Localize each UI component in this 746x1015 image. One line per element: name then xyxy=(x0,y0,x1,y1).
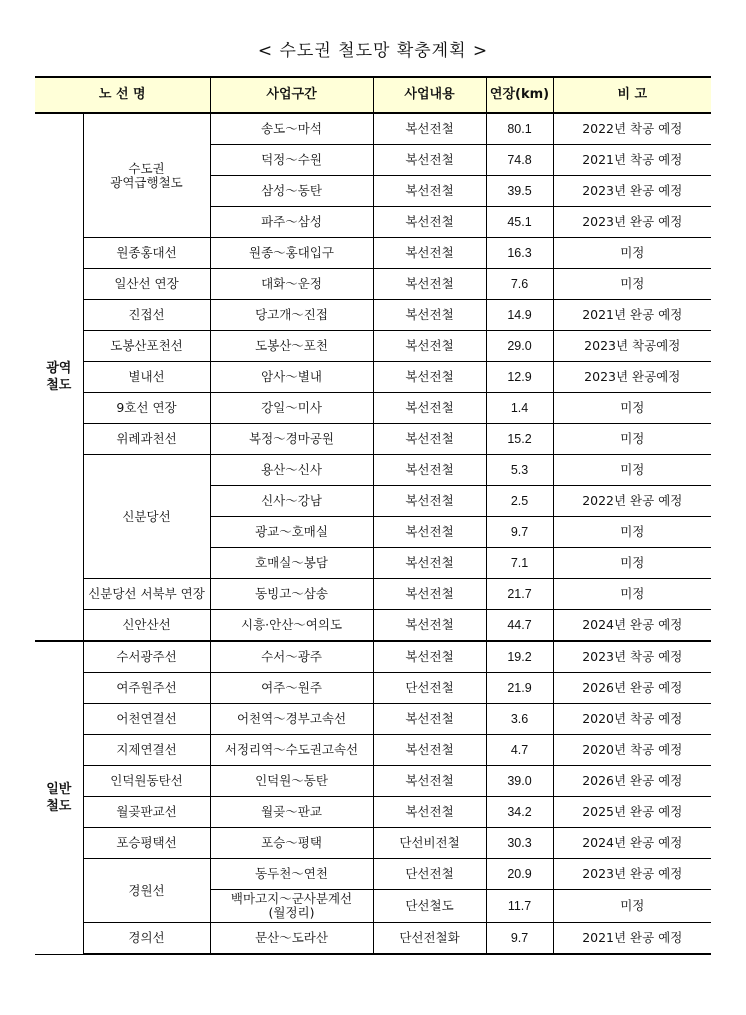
cell-length: 12.9 xyxy=(486,362,553,393)
cell-content: 단선전철화 xyxy=(373,923,486,955)
cell-content: 복선전철 xyxy=(373,735,486,766)
cell-length: 1.4 xyxy=(486,393,553,424)
table-row xyxy=(35,797,711,828)
cell-note: 2021년 완공 예정 xyxy=(553,923,711,955)
cell-content: 복선전철 xyxy=(373,300,486,331)
table-row xyxy=(35,362,711,393)
cell-content: 복선전철 xyxy=(373,704,486,735)
cell-section: 삼성～동탄 xyxy=(210,176,373,207)
cell-note: 2025년 완공 예정 xyxy=(553,797,711,828)
route-wonjong: 원종홍대선 xyxy=(83,238,210,269)
route-gtx-line2: 광역급행철도 xyxy=(110,174,183,190)
cell-length: 34.2 xyxy=(486,797,553,828)
cell-section xyxy=(210,890,373,923)
cell-length: 29.0 xyxy=(486,331,553,362)
cell-length: 9.7 xyxy=(486,517,553,548)
route-jije: 지제연결선 xyxy=(83,735,210,766)
table-row xyxy=(35,113,711,145)
route-sinbundang: 신분당선 xyxy=(83,455,210,579)
cell-section: 복정～경마공원 xyxy=(210,424,373,455)
cell-content: 복선전철 xyxy=(373,766,486,797)
cell-content: 복선전철 xyxy=(373,641,486,673)
cell-length: 45.1 xyxy=(486,207,553,238)
cell-note: 미정 xyxy=(553,579,711,610)
cell-section: 원종～홍대입구 xyxy=(210,238,373,269)
route-wirye: 위례과천선 xyxy=(83,424,210,455)
table-row xyxy=(35,238,711,269)
cell-note: 2020년 착공 예정 xyxy=(553,704,711,735)
cell-note: 2023년 착공예정 xyxy=(553,331,711,362)
cell-section: 수서～광주 xyxy=(210,641,373,673)
cell-content: 복선전철 xyxy=(373,424,486,455)
cell-note: 미정 xyxy=(553,424,711,455)
cell-content: 복선전철 xyxy=(373,579,486,610)
cell-content: 복선전철 xyxy=(373,207,486,238)
cell-length: 4.7 xyxy=(486,735,553,766)
route-eocheon: 어천연결선 xyxy=(83,704,210,735)
table-row xyxy=(35,704,711,735)
cell-section: 포승～평택 xyxy=(210,828,373,859)
cell-length: 3.6 xyxy=(486,704,553,735)
cell-note: 2023년 완공 예정 xyxy=(553,207,711,238)
table-row xyxy=(35,923,711,955)
cell-content: 복선전철 xyxy=(373,238,486,269)
cell-section: 서정리역～수도권고속선 xyxy=(210,735,373,766)
group-wide-line2: 철도 xyxy=(46,378,72,393)
cell-content: 복선전철 xyxy=(373,797,486,828)
cell-note: 2023년 착공 예정 xyxy=(553,641,711,673)
cell-length: 44.7 xyxy=(486,610,553,642)
cell-note: 2024년 완공 예정 xyxy=(553,828,711,859)
table-row xyxy=(35,766,711,797)
route-sinansan: 신안산선 xyxy=(83,610,210,642)
cell-note: 2023년 완공 예정 xyxy=(553,859,711,890)
cell-content: 복선전철 xyxy=(373,113,486,145)
table-row xyxy=(35,424,711,455)
cell-section: 동두천～연천 xyxy=(210,859,373,890)
cell-length: 20.9 xyxy=(486,859,553,890)
cell-note: 미정 xyxy=(553,548,711,579)
cell-length: 2.5 xyxy=(486,486,553,517)
cell-content: 복선전철 xyxy=(373,176,486,207)
cell-note: 미정 xyxy=(553,455,711,486)
cell-length: 11.7 xyxy=(486,890,553,923)
table-row xyxy=(35,735,711,766)
cell-length: 15.2 xyxy=(486,424,553,455)
group-wide-line1: 광역 xyxy=(46,361,72,376)
table-row xyxy=(35,455,711,486)
route-gtx xyxy=(83,113,210,238)
header-note: 비 고 xyxy=(553,77,711,113)
cell-note: 2023년 완공 예정 xyxy=(553,176,711,207)
cell-content: 단선전철 xyxy=(373,673,486,704)
cell-content: 단선철도 xyxy=(373,890,486,923)
cell-length: 16.3 xyxy=(486,238,553,269)
route-gtx-line1: 수도권 xyxy=(128,160,165,176)
cell-length: 19.2 xyxy=(486,641,553,673)
table-row xyxy=(35,300,711,331)
cell-note: 2026년 완공 예정 xyxy=(553,673,711,704)
table-row xyxy=(35,673,711,704)
table-row xyxy=(35,269,711,300)
cell-section: 덕정～수원 xyxy=(210,145,373,176)
cell-content: 단선전철 xyxy=(373,859,486,890)
cell-content: 복선전철 xyxy=(373,362,486,393)
cell-note: 2021년 착공 예정 xyxy=(553,145,711,176)
table-row xyxy=(35,579,711,610)
cell-note: 2022년 착공 예정 xyxy=(553,113,711,145)
header-content: 사업내용 xyxy=(373,77,486,113)
cell-section: 여주～원주 xyxy=(210,673,373,704)
cell-content: 복선전철 xyxy=(373,331,486,362)
cell-section-line2: (월정리) xyxy=(268,905,315,920)
cell-section: 월곶～판교 xyxy=(210,797,373,828)
cell-section: 호매실～봉담 xyxy=(210,548,373,579)
cell-note: 2023년 완공예정 xyxy=(553,362,711,393)
cell-content: 단선비전철 xyxy=(373,828,486,859)
header-route: 노 선 명 xyxy=(35,77,210,113)
cell-length: 7.6 xyxy=(486,269,553,300)
cell-length: 39.5 xyxy=(486,176,553,207)
cell-section: 파주～삼성 xyxy=(210,207,373,238)
cell-section: 암사～별내 xyxy=(210,362,373,393)
cell-length: 5.3 xyxy=(486,455,553,486)
route-byeollae: 별내선 xyxy=(83,362,210,393)
route-line9: 9호선 연장 xyxy=(83,393,210,424)
route-gyeongwon: 경원선 xyxy=(83,859,210,923)
route-yeoju: 여주원주선 xyxy=(83,673,210,704)
cell-length: 30.3 xyxy=(486,828,553,859)
cell-length: 74.8 xyxy=(486,145,553,176)
header-length: 연장(km) xyxy=(486,77,553,113)
cell-note: 2026년 완공 예정 xyxy=(553,766,711,797)
document-title: < 수도권 철도망 확충계획 > xyxy=(257,41,489,61)
group-general-line1: 일반 xyxy=(46,781,72,797)
cell-content: 복선전철 xyxy=(373,548,486,579)
route-gyeongui: 경의선 xyxy=(83,923,210,955)
cell-content: 복선전철 xyxy=(373,269,486,300)
cell-section: 강일～미사 xyxy=(210,393,373,424)
cell-section: 용산～신사 xyxy=(210,455,373,486)
cell-length: 39.0 xyxy=(486,766,553,797)
cell-length: 9.7 xyxy=(486,923,553,955)
group-general-rail xyxy=(35,641,83,954)
route-sinbundang-nw: 신분당선 서북부 연장 xyxy=(83,579,210,610)
cell-note: 미정 xyxy=(553,238,711,269)
cell-note: 2021년 완공 예정 xyxy=(553,300,711,331)
route-suseo: 수서광주선 xyxy=(83,641,210,673)
cell-content: 복선전철 xyxy=(373,517,486,548)
cell-section: 신사～강남 xyxy=(210,486,373,517)
cell-length: 80.1 xyxy=(486,113,553,145)
route-jinjeop: 진접선 xyxy=(83,300,210,331)
cell-section: 인덕원～동탄 xyxy=(210,766,373,797)
cell-content: 복선전철 xyxy=(373,486,486,517)
route-indeok: 인덕원동탄선 xyxy=(83,766,210,797)
cell-content: 복선전철 xyxy=(373,455,486,486)
railway-plan-table xyxy=(35,76,711,955)
cell-note: 미정 xyxy=(553,517,711,548)
cell-section: 시흥·안산～여의도 xyxy=(210,610,373,642)
cell-note: 2020년 착공 예정 xyxy=(553,735,711,766)
cell-section: 송도～마석 xyxy=(210,113,373,145)
header-section: 사업구간 xyxy=(210,77,373,113)
cell-length: 21.9 xyxy=(486,673,553,704)
table-row xyxy=(35,331,711,362)
table-body xyxy=(35,113,711,954)
cell-content: 복선전철 xyxy=(373,145,486,176)
table-header-row xyxy=(35,77,711,113)
cell-section: 대화～운정 xyxy=(210,269,373,300)
table-row xyxy=(35,610,711,642)
cell-section: 어천역～경부고속선 xyxy=(210,704,373,735)
cell-section: 문산～도라산 xyxy=(210,923,373,955)
cell-note: 미정 xyxy=(553,393,711,424)
cell-length: 14.9 xyxy=(486,300,553,331)
table-row xyxy=(35,828,711,859)
route-dobong: 도봉산포천선 xyxy=(83,331,210,362)
cell-length: 7.1 xyxy=(486,548,553,579)
cell-note: 2024년 완공 예정 xyxy=(553,610,711,642)
table-row xyxy=(35,859,711,890)
route-ilsan: 일산선 연장 xyxy=(83,269,210,300)
group-wide-rail xyxy=(35,113,83,641)
route-poseung: 포승평택선 xyxy=(83,828,210,859)
cell-section: 도봉산～포천 xyxy=(210,331,373,362)
cell-section: 당고개～진접 xyxy=(210,300,373,331)
cell-note: 미정 xyxy=(553,269,711,300)
cell-section: 광교～호매실 xyxy=(210,517,373,548)
cell-content: 복선전철 xyxy=(373,610,486,642)
cell-note: 2022년 완공 예정 xyxy=(553,486,711,517)
table-row xyxy=(35,393,711,424)
cell-note: 미정 xyxy=(553,890,711,923)
table-row xyxy=(35,641,711,673)
cell-length: 21.7 xyxy=(486,579,553,610)
group-general-line2: 철도 xyxy=(46,798,72,814)
cell-section-line1: 백마고지～군사분계선 xyxy=(230,891,353,906)
route-wolgot: 월곶판교선 xyxy=(83,797,210,828)
cell-content: 복선전철 xyxy=(373,393,486,424)
cell-section: 동빙고～삼송 xyxy=(210,579,373,610)
